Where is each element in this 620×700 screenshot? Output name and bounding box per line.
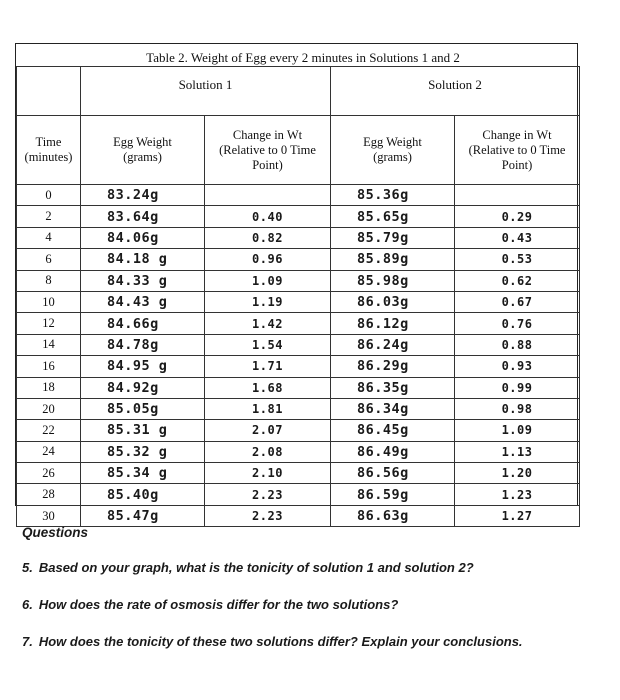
solution-2-change-cell: 1.20 <box>455 463 580 484</box>
solution-2-change-cell: 0.67 <box>455 291 580 312</box>
solution-1-weight-cell: 84.06g <box>81 227 205 248</box>
solution-1-change-cell: 1.42 <box>205 313 331 334</box>
solution-2-change-cell: 1.27 <box>455 505 580 526</box>
solution-1-change-cell: 1.19 <box>205 291 331 312</box>
time-cell: 2 <box>17 206 81 227</box>
solution-1-change-header: Change in Wt (Relative to 0 Time Point) <box>205 116 331 185</box>
solution-2-weight-cell: 86.59g <box>331 484 455 505</box>
question-item <box>22 634 602 649</box>
solution-1-change-cell: 1.71 <box>205 356 331 377</box>
table-row <box>17 398 580 419</box>
solution-2-weight-cell: 86.35g <box>331 377 455 398</box>
solution-1-weight-cell: 85.47g <box>81 505 205 526</box>
time-cell: 12 <box>17 313 81 334</box>
solution-1-weight-cell: 84.18 g <box>81 249 205 270</box>
solution-1-weight-cell: 84.33 g <box>81 270 205 291</box>
question-text: How does the tonicity of these two solutions differ? Explain your conclusions. <box>38 634 523 649</box>
question-number: 6. <box>22 597 33 612</box>
table-row <box>17 206 580 227</box>
solution-1-change-cell: 1.09 <box>205 270 331 291</box>
time-cell: 14 <box>17 334 81 355</box>
solution-2-weight-cell: 85.89g <box>331 249 455 270</box>
question-text: Based on your graph, what is the tonicity of solution 1 and solution 2? <box>38 560 474 575</box>
solution-2-weight-cell: 86.34g <box>331 398 455 419</box>
solution-2-change-cell: 1.23 <box>455 484 580 505</box>
solution-1-change-cell: 2.23 <box>205 505 331 526</box>
solution-1-weight-cell: 84.66g <box>81 313 205 334</box>
solution-1-weight-cell: 85.34 g <box>81 463 205 484</box>
solution-1-change-cell: 1.54 <box>205 334 331 355</box>
question-number: 7. <box>22 634 33 649</box>
solution-2-change-cell: 0.76 <box>455 313 580 334</box>
solution-2-change-cell <box>455 185 580 206</box>
questions-list <box>22 560 602 649</box>
solution-2-change-cell: 0.62 <box>455 270 580 291</box>
solution-2-header: Solution 2 <box>331 67 580 116</box>
table-row <box>17 313 580 334</box>
egg-weight-table <box>16 44 580 527</box>
solution-1-weight-header: Egg Weight (grams) <box>81 116 205 185</box>
solution-1-weight-cell: 85.05g <box>81 398 205 419</box>
solution-2-weight-cell: 85.79g <box>331 227 455 248</box>
solution-2-change-cell: 0.43 <box>455 227 580 248</box>
table-caption: Table 2. Weight of Egg every 2 minutes in Solutions 1 and 2 <box>146 50 460 65</box>
time-cell: 8 <box>17 270 81 291</box>
solution-2-weight-cell: 86.49g <box>331 441 455 462</box>
solution-1-weight-cell: 84.95 g <box>81 356 205 377</box>
solution-2-change-header: Change in Wt (Relative to 0 Time Point) <box>455 116 580 185</box>
time-cell: 18 <box>17 377 81 398</box>
data-table-frame <box>15 43 578 525</box>
time-cell: 6 <box>17 249 81 270</box>
solution-2-change-cell: 0.98 <box>455 398 580 419</box>
solution-2-weight-cell: 85.65g <box>331 206 455 227</box>
solution-1-change-cell: 1.68 <box>205 377 331 398</box>
solution-2-change-cell: 0.53 <box>455 249 580 270</box>
solution-1-header: Solution 1 <box>81 67 331 116</box>
solution-2-weight-cell: 86.63g <box>331 505 455 526</box>
solution-1-change-cell: 2.07 <box>205 420 331 441</box>
question-item <box>22 597 602 612</box>
solution-1-weight-cell: 85.31 g <box>81 420 205 441</box>
time-cell: 22 <box>17 420 81 441</box>
question-text: How does the rate of osmosis differ for the two solutions? <box>38 597 399 612</box>
solution-2-weight-header: Egg Weight (grams) <box>331 116 455 185</box>
solution-1-weight-cell: 83.64g <box>81 206 205 227</box>
table-row <box>17 377 580 398</box>
solution-1-change-cell: 0.40 <box>205 206 331 227</box>
table-row <box>17 334 580 355</box>
time-cell: 16 <box>17 356 81 377</box>
time-cell: 30 <box>17 505 81 526</box>
time-cell: 0 <box>17 185 81 206</box>
question-number: 5. <box>22 560 33 575</box>
solution-1-weight-cell: 85.32 g <box>81 441 205 462</box>
question-item <box>22 560 602 575</box>
solution-2-weight-cell: 86.45g <box>331 420 455 441</box>
table-row <box>17 356 580 377</box>
questions-section <box>22 525 602 671</box>
time-cell: 26 <box>17 463 81 484</box>
table-row <box>17 249 580 270</box>
solution-1-weight-cell: 84.43 g <box>81 291 205 312</box>
time-cell: 10 <box>17 291 81 312</box>
solution-2-change-cell: 1.13 <box>455 441 580 462</box>
table-row <box>17 227 580 248</box>
solution-1-change-cell: 1.81 <box>205 398 331 419</box>
solution-1-change-cell: 0.82 <box>205 227 331 248</box>
solution-1-change-cell: 2.10 <box>205 463 331 484</box>
solution-1-weight-cell: 84.92g <box>81 377 205 398</box>
solution-2-weight-cell: 86.24g <box>331 334 455 355</box>
solution-1-change-cell: 2.23 <box>205 484 331 505</box>
solution-2-weight-cell: 86.56g <box>331 463 455 484</box>
solution-1-weight-cell: 84.78g <box>81 334 205 355</box>
table-row <box>17 441 580 462</box>
solution-blank-cell <box>17 67 81 116</box>
solution-2-change-cell: 0.99 <box>455 377 580 398</box>
time-cell: 4 <box>17 227 81 248</box>
solution-2-change-cell: 1.09 <box>455 420 580 441</box>
solution-2-weight-cell: 85.36g <box>331 185 455 206</box>
time-column-header: Time (minutes) <box>17 116 81 185</box>
time-cell: 28 <box>17 484 81 505</box>
solution-2-change-cell: 0.29 <box>455 206 580 227</box>
questions-title: Questions <box>22 525 89 540</box>
solution-1-change-cell: 0.96 <box>205 249 331 270</box>
solution-1-change-cell <box>205 185 331 206</box>
table-row <box>17 291 580 312</box>
table-caption-cell <box>17 44 580 67</box>
table-body <box>17 185 580 527</box>
table-row <box>17 463 580 484</box>
solution-2-weight-cell: 85.98g <box>331 270 455 291</box>
table-row <box>17 420 580 441</box>
table-row <box>17 270 580 291</box>
solution-2-change-cell: 0.88 <box>455 334 580 355</box>
solution-1-weight-cell: 83.24g <box>81 185 205 206</box>
time-cell: 24 <box>17 441 81 462</box>
solution-2-weight-cell: 86.12g <box>331 313 455 334</box>
solution-2-weight-cell: 86.03g <box>331 291 455 312</box>
table-row <box>17 484 580 505</box>
table-row <box>17 185 580 206</box>
solution-1-change-cell: 2.08 <box>205 441 331 462</box>
solution-2-change-cell: 0.93 <box>455 356 580 377</box>
table-row <box>17 505 580 526</box>
time-cell: 20 <box>17 398 81 419</box>
solution-1-weight-cell: 85.40g <box>81 484 205 505</box>
solution-2-weight-cell: 86.29g <box>331 356 455 377</box>
